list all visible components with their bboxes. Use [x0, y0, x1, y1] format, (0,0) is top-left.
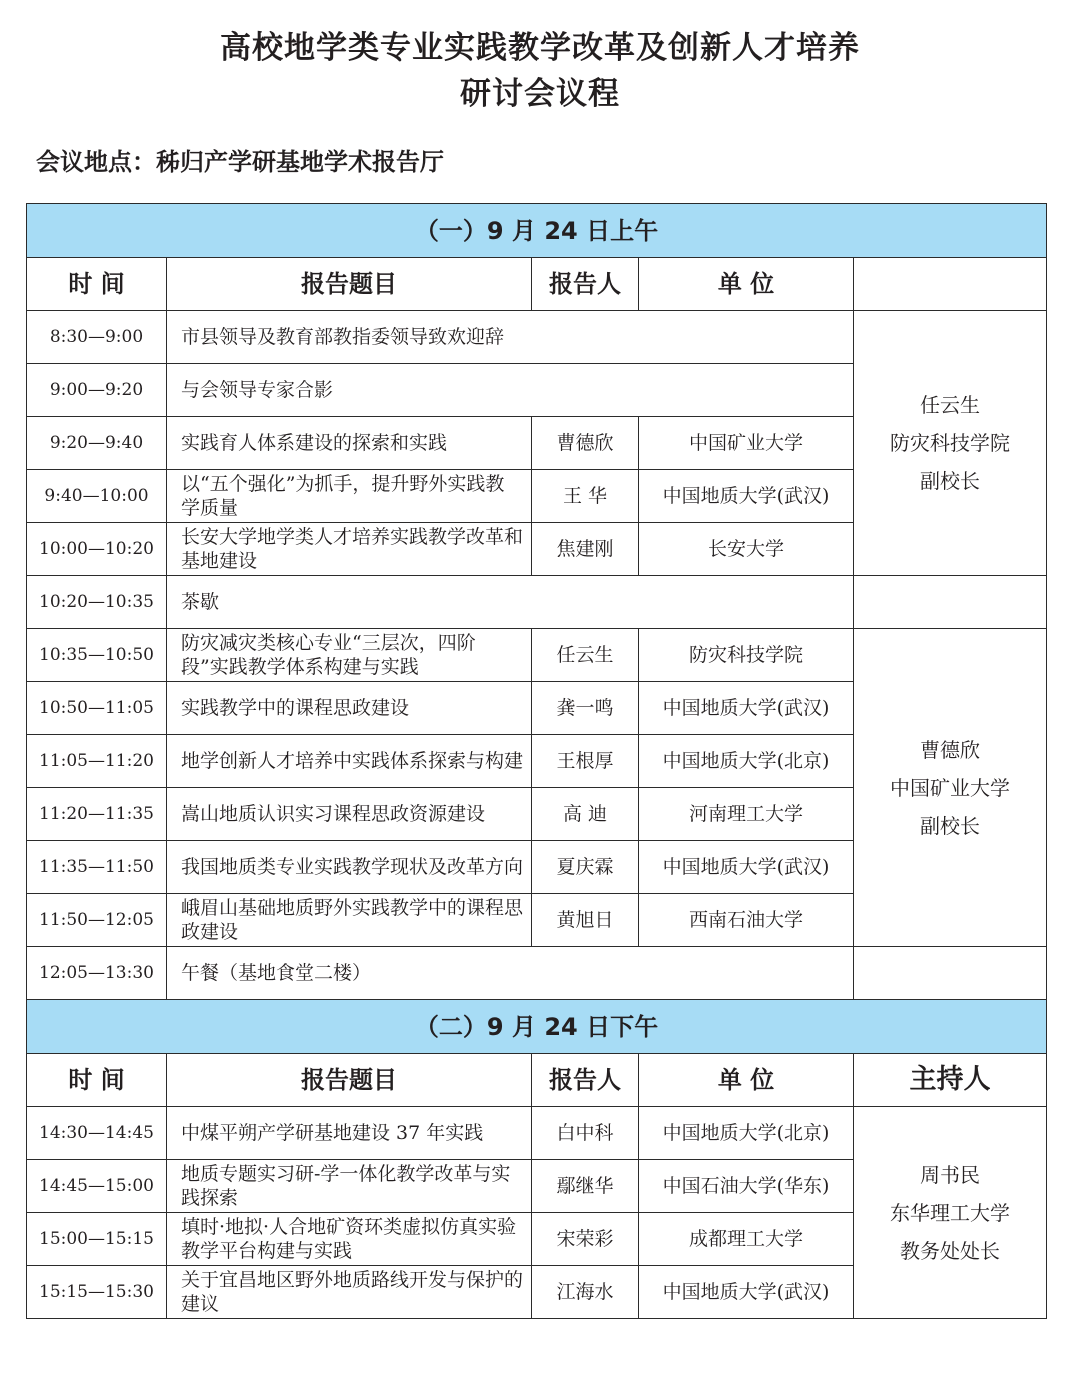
time-cell: 11:20—11:35: [27, 788, 167, 841]
topic-cell: 地学创新人才培养中实践体系探索与构建: [167, 735, 532, 788]
speaker-cell: 鄢继华: [532, 1160, 639, 1213]
topic-cell: 实践教学中的课程思政建设: [167, 682, 532, 735]
topic-cell: 实践育人体系建设的探索和实践: [167, 417, 532, 470]
time-cell: 9:00—9:20: [27, 364, 167, 417]
speaker-cell: 王 华: [532, 470, 639, 523]
col-topic-header: 报告题目: [167, 1054, 532, 1107]
col-unit-header: 单 位: [639, 1054, 854, 1107]
unit-cell: 中国地质大学(武汉): [639, 470, 854, 523]
time-cell: 9:20—9:40: [27, 417, 167, 470]
host-cell-empty: [854, 947, 1047, 1000]
topic-cell: 市县领导及教育部教指委领导致欢迎辞: [167, 311, 854, 364]
topic-cell: 防灾减灾类核心专业“三层次，四阶段”实践教学体系构建与实践: [167, 629, 532, 682]
host-name: 任云生: [920, 393, 981, 417]
host-org: 中国矿业大学: [890, 775, 1011, 800]
speaker-cell: 焦建刚: [532, 523, 639, 576]
unit-cell: 长安大学: [639, 523, 854, 576]
speaker-cell: 白中科: [532, 1107, 639, 1160]
time-cell: 10:50—11:05: [27, 682, 167, 735]
host-cell-empty: [854, 576, 1047, 629]
host-role: 教务处处长: [900, 1238, 1001, 1263]
unit-cell: 中国石油大学(华东): [639, 1160, 854, 1213]
speaker-cell: 江海水: [532, 1266, 639, 1319]
topic-cell: 以“五个强化”为抓手，提升野外实践教学质量: [167, 470, 532, 523]
topic-cell: 中煤平朔产学研基地建设 37 年实践: [167, 1107, 532, 1160]
col-speaker-header: 报告人: [532, 1054, 639, 1107]
topic-cell: 午餐（基地食堂二楼）: [167, 947, 854, 1000]
time-cell: 10:20—10:35: [27, 576, 167, 629]
unit-cell: 西南石油大学: [639, 894, 854, 947]
host-org: 东华理工大学: [890, 1200, 1011, 1225]
table-row: [27, 1107, 1047, 1160]
unit-cell: 中国地质大学(北京): [639, 1107, 854, 1160]
time-cell: 15:15—15:30: [27, 1266, 167, 1319]
table-row: [27, 629, 1047, 682]
host-cell: [854, 311, 1047, 576]
time-cell: 14:30—14:45: [27, 1107, 167, 1160]
speaker-cell: 龚一鸣: [532, 682, 639, 735]
agenda-subtitle: 研讨会议程: [460, 76, 620, 112]
speaker-cell: 宋荣彩: [532, 1213, 639, 1266]
col-time-header: 时 间: [27, 258, 167, 311]
table-row: [27, 576, 1047, 629]
col-unit-header: 单 位: [639, 258, 854, 311]
topic-cell: 地质专题实习研-学一体化教学改革与实践探索: [167, 1160, 532, 1213]
host-cell: [854, 1107, 1047, 1319]
time-cell: 9:40—10:00: [27, 470, 167, 523]
unit-cell: 中国矿业大学: [639, 417, 854, 470]
topic-cell: 我国地质类专业实践教学现状及改革方向: [167, 841, 532, 894]
host-name: 曹德欣: [920, 737, 981, 762]
time-cell: 12:05—13:30: [27, 947, 167, 1000]
session-header: [27, 1000, 1047, 1054]
agenda-table: [26, 203, 1047, 1319]
table-row: [27, 947, 1047, 1000]
agenda-title: 高校地学类专业实践教学改革及创新人才培养: [220, 30, 860, 66]
time-cell: 11:05—11:20: [27, 735, 167, 788]
speaker-cell: 夏庆霖: [532, 841, 639, 894]
time-cell: 15:00—15:15: [27, 1213, 167, 1266]
unit-cell: 中国地质大学(武汉): [639, 841, 854, 894]
host-role: 副校长: [920, 469, 981, 493]
time-cell: 10:00—10:20: [27, 523, 167, 576]
host-role: 副校长: [920, 813, 981, 838]
speaker-cell: 高 迪: [532, 788, 639, 841]
speaker-cell: 王根厚: [532, 735, 639, 788]
topic-cell: 茶歇: [167, 576, 854, 629]
speaker-cell: 任云生: [532, 629, 639, 682]
time-cell: 11:50—12:05: [27, 894, 167, 947]
unit-cell: 成都理工大学: [639, 1213, 854, 1266]
unit-cell: 中国地质大学(武汉): [639, 682, 854, 735]
session-title: （一）9 月 24 日上午: [27, 204, 1047, 258]
time-cell: 14:45—15:00: [27, 1160, 167, 1213]
time-cell: 11:35—11:50: [27, 841, 167, 894]
time-cell: 10:35—10:50: [27, 629, 167, 682]
unit-cell: 防灾科技学院: [639, 629, 854, 682]
unit-cell: 河南理工大学: [639, 788, 854, 841]
col-speaker-header: 报告人: [532, 258, 639, 311]
speaker-cell: 曹德欣: [532, 417, 639, 470]
topic-cell: 关于宜昌地区野外地质路线开发与保护的建议: [167, 1266, 532, 1319]
host-org: 防灾科技学院: [890, 431, 1011, 455]
speaker-cell: 黄旭日: [532, 894, 639, 947]
column-header-row: [27, 258, 1047, 311]
topic-cell: 嵩山地质认识实习课程思政资源建设: [167, 788, 532, 841]
column-header-row: [27, 1054, 1047, 1107]
unit-cell: 中国地质大学(武汉): [639, 1266, 854, 1319]
table-row: [27, 311, 1047, 364]
venue-line: 会议地点：秭归产学研基地学术报告厅: [36, 148, 444, 176]
col-topic-header: 报告题目: [167, 258, 532, 311]
col-time-header: 时 间: [27, 1054, 167, 1107]
topic-cell: 峨眉山基础地质野外实践教学中的课程思政建设: [167, 894, 532, 947]
host-cell: [854, 629, 1047, 947]
topic-cell: 与会领导专家合影: [167, 364, 854, 417]
session-title: （二）9 月 24 日下午: [27, 1000, 1047, 1054]
topic-cell: 长安大学地学类人才培养实践教学改革和基地建设: [167, 523, 532, 576]
col-host-header-empty: [854, 258, 1047, 311]
time-cell: 8:30—9:00: [27, 311, 167, 364]
topic-cell: 填时·地拟·人合地矿资环类虚拟仿真实验教学平台构建与实践: [167, 1213, 532, 1266]
unit-cell: 中国地质大学(北京): [639, 735, 854, 788]
host-name: 周书民: [920, 1162, 981, 1187]
session-header: [27, 204, 1047, 258]
col-host-header: 主持人: [854, 1054, 1047, 1107]
